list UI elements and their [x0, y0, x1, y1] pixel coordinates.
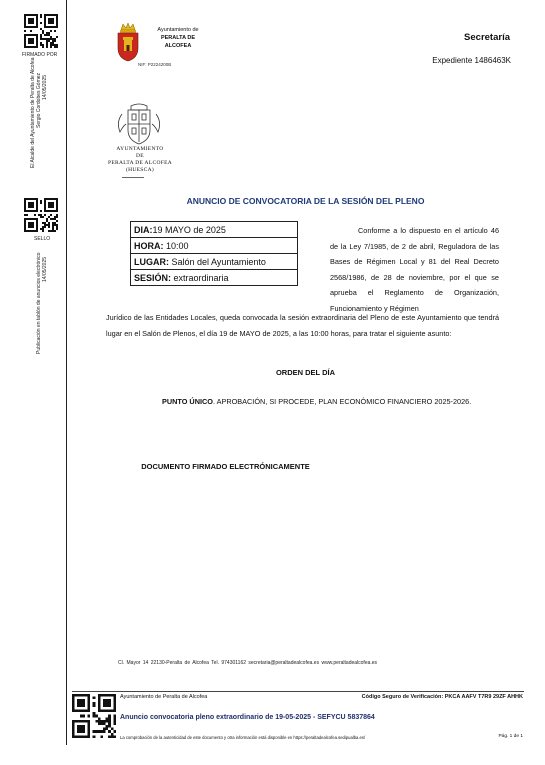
info-value: Salón del Ayuntamiento	[169, 256, 266, 267]
qr-code-signature	[24, 14, 58, 48]
info-key: HORA:	[134, 240, 164, 251]
signer-date: 14/05/2025	[42, 74, 48, 100]
signed-notice: DOCUMENTO FIRMADO ELECTRÓNICAMENTE	[141, 462, 310, 471]
authenticity-note: La comprobación de la autenticidad de este documento y otra información está disponible en https://peraltadealcofea.sedipualba.es/	[120, 735, 366, 740]
expediente-number: Expediente 1486463K	[432, 56, 511, 65]
footer-divider	[72, 691, 524, 692]
signature-strip	[0, 0, 66, 745]
table-row	[131, 238, 298, 254]
seal-underline	[122, 177, 144, 178]
municipal-seal-icon	[114, 102, 164, 146]
sello-label: SELLO	[34, 236, 51, 242]
footer-document-title: Anuncio convocatoria pleno extraordinario de 19-05-2025 - SEFYCU 5837864	[120, 714, 375, 721]
document-title: ANUNCIO DE CONVOCATORIA DE LA SESIÓN DEL PLENO	[186, 196, 425, 206]
contact-info: Cl. Mayor 14 22130-Peralta de Alcofea Tel. 974301162 secretaria@peraltadealcofea.es www.peraltadealcofea.es	[118, 660, 378, 666]
convocation-paragraph: Jurídico de las Entidades Locales, queda convocada la sesión extraordinaria del Pleno de este Ayuntamiento que tendrá lugar en el Salón de Plenos, el día 19 de MAYO de 2025, a las 10:00 horas, para tratar el siguiente asunto:	[106, 313, 499, 338]
ayuntamiento-name: Ayuntamiento de PERALTA DE ALCOFEA	[157, 27, 199, 49]
info-value: 10:00	[163, 240, 189, 251]
seal-caption: AYUNTAMIENTO DE PERALTA DE ALCOFEA (HUESCA)	[107, 146, 173, 173]
legal-basis-paragraph: Conforme a lo dispuesto en el artículo 46 de la Ley 7/1985, de 2 de abril, Reguladora de las Bases de Régimen Local y 81 del Real Decreto 2568/1986, de 28 de noviembre, por el que se aprueba el Reglamento de Organización, Funcionamiento y Régimen	[330, 226, 499, 313]
footer-ayuntamiento: Ayuntamiento de Peralta de Alcofea	[120, 694, 208, 700]
tablon-date: 14/05/2025	[42, 256, 48, 282]
coat-of-arms-icon	[114, 22, 142, 62]
qr-code-csv	[72, 694, 116, 738]
signer-name: Sergio Cordobes Gómez	[36, 72, 42, 128]
orden-del-dia-heading: ORDEN DEL DÍA	[275, 368, 336, 377]
tablon-label: Publicación en tablón de anuncios electrónico	[36, 252, 42, 354]
table-row	[131, 270, 298, 286]
info-key: LUGAR:	[134, 256, 169, 267]
qr-code-sello	[24, 198, 58, 232]
info-value: extraordinaria	[171, 272, 229, 283]
department-label: Secretaría	[464, 32, 510, 43]
nif-label: NIF: P2224200B	[138, 62, 172, 67]
signer-role: El Alcalde del Ayuntamiento de Peralta de Alcofea	[30, 57, 36, 168]
verification-code: Código Seguro de Verificación: PKCA AAFV T7R9 29ZF AHHK	[361, 694, 523, 700]
page-number: Pág. 1 de 1	[498, 734, 523, 739]
table-row	[131, 222, 298, 238]
session-info-table	[130, 221, 298, 286]
firmado-label: FIRMADO POR	[22, 52, 58, 58]
info-key: DIA:	[134, 224, 153, 235]
info-value: 19 MAYO de 2025	[152, 224, 226, 235]
info-key: SESIÓN:	[134, 272, 172, 283]
agenda-item: PUNTO ÚNICO. APROBACIÓN, SI PROCEDE, PLAN ECONÓMICO FINANCIERO 2025-2026.	[162, 397, 472, 406]
table-row	[131, 254, 298, 270]
